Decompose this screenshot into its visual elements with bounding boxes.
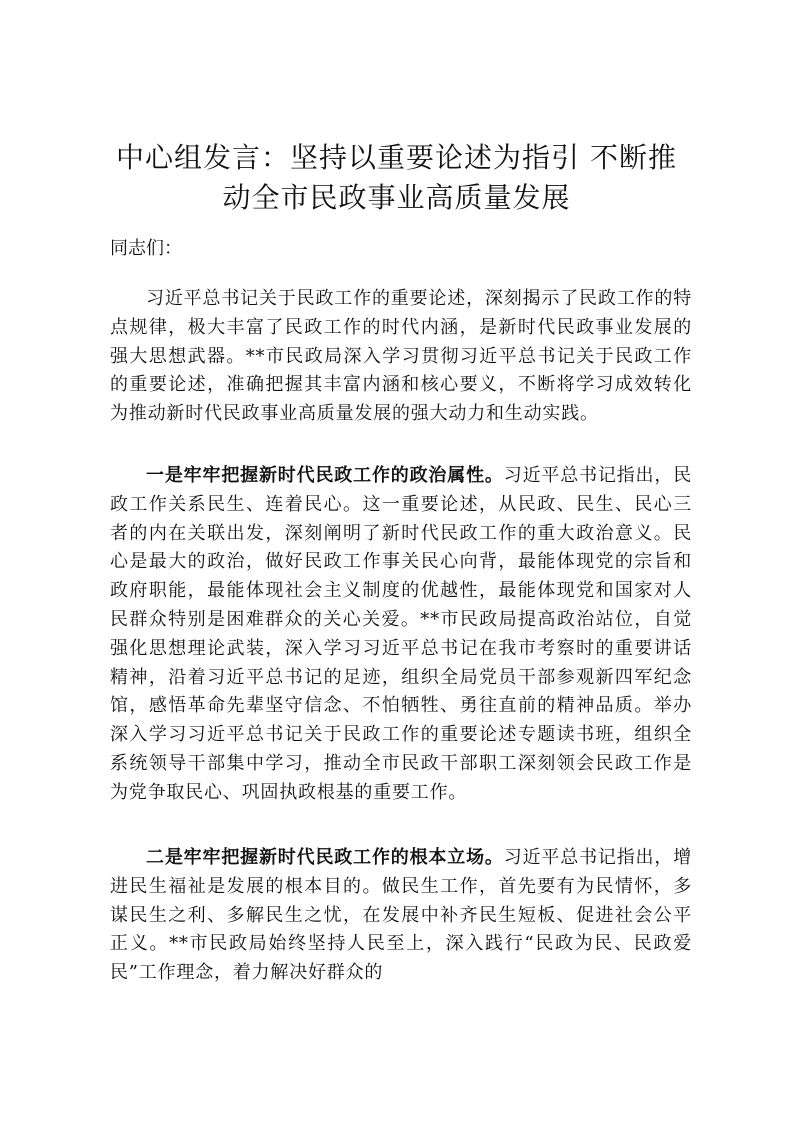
paragraph-lead: 二是牢牢把握新时代民政工作的根本立场。 — [146, 847, 504, 868]
paragraph-text: 习近平总书记指出，民政工作关系民生、连着民心。这一重要论述，从民政、民生、民心三者的内在关联出发，深刻阐明了新时代民政工作的重大政治意义。民心是最大的政治，做好民政工作事关民心向背，最能体现党的宗旨和政府职能，最能体现社会主义制度的优越性，最能体现党和国家对人民群众特别是困难群众的关心关爱。**市民政局提高政治站位，自觉强化思想理论武装，深入学习习近平总书记在我市考察时的重要讲话精神，沿着习近平总书记的足迹，组织全局党员干部参观新四军纪念馆，感悟革命先辈坚守信念、不怕牺牲、勇往直前的精神品质。举办深入学习习近平总书记关于民政工作的重要论述专题读书班，组织全系统领导干部集中学习，推动全市民政干部职工深刻领会民政工作是为党争取民心、巩固执政根基的重要工作。 — [110, 465, 693, 803]
title-line-2: 动全市民政事业高质量发展 — [222, 181, 571, 214]
paragraph-point-one — [110, 462, 692, 808]
paragraph-lead: 一是牢牢把握新时代民政工作的政治属性。 — [146, 465, 504, 486]
page-title — [100, 138, 693, 218]
title-line-1: 中心组发言：坚持以重要论述为指引 不断推 — [116, 141, 677, 174]
salutation: 同志们： — [110, 238, 182, 259]
paragraph-point-two — [110, 844, 692, 988]
paragraph-text: 习近平总书记关于民政工作的重要论述，深刻揭示了民政工作的特点规律，极大丰富了民政工作的时代内涵，是新时代民政事业发展的强大思想武器。**市民政局深入学习贯彻习近平总书记关于民政工作的重要论述，准确把握其丰富内涵和核心要义，不断将学习成效转化为推动新时代民政事业高质量发展的强大动力和生动实践。 — [110, 288, 692, 425]
paragraph-intro — [110, 285, 692, 429]
paragraph-text: 习近平总书记指出，增进民生福祉是发展的根本目的。做民生工作，首先要有为民情怀，多谋民生之利、多解民生之忧，在发展中补齐民生短板、促进社会公平正义。**市民政局始终坚持人民至上，深入践行“民政为民、民政爱民”工作理念，着力解决好群众的 — [110, 847, 693, 984]
